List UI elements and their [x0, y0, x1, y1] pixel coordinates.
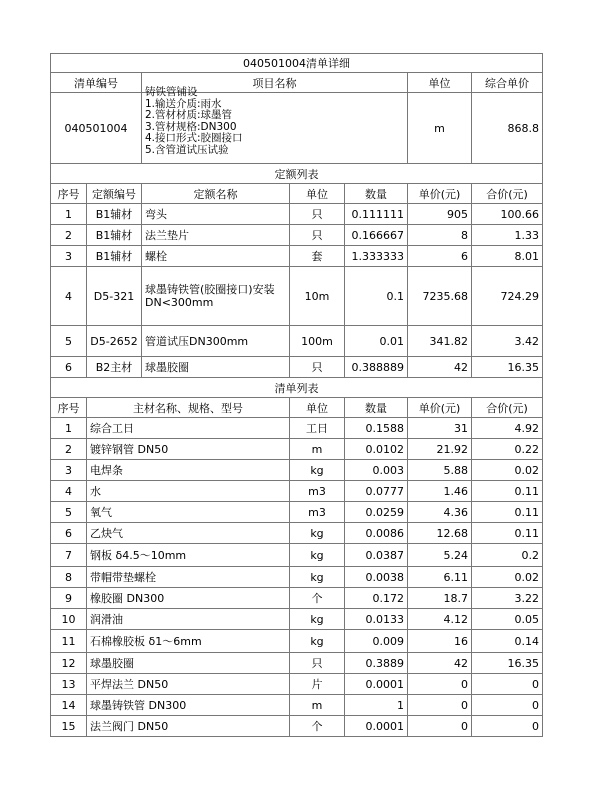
materials-no: 6 [51, 523, 87, 544]
materials-name: 球墨胶圈 [87, 653, 290, 674]
col-header-price: 综合单价 [472, 73, 543, 93]
materials-unit: 工日 [290, 418, 345, 439]
materials-qty: 0.1588 [345, 418, 408, 439]
materials-unit: m3 [290, 502, 345, 523]
quota-name-line: 螺栓 [145, 249, 167, 263]
materials-no: 9 [51, 588, 87, 609]
materials-qty: 0.0133 [345, 609, 408, 630]
quota-row [51, 267, 543, 326]
materials-name: 钢板 δ4.5～10mm [87, 544, 290, 567]
materials-row [51, 439, 543, 460]
materials-total: 0.11 [472, 502, 543, 523]
quota-no: 1 [51, 204, 87, 225]
quota-name [142, 357, 290, 378]
materials-unit: kg [290, 609, 345, 630]
materials-name: 综合工日 [87, 418, 290, 439]
quota-total: 724.29 [472, 267, 543, 326]
materials-price: 1.46 [408, 481, 472, 502]
quota-name [142, 326, 290, 357]
materials-total: 0.02 [472, 460, 543, 481]
quota-code: D5-321 [87, 267, 142, 326]
materials-unit: m [290, 695, 345, 716]
materials-row [51, 609, 543, 630]
materials-name: 氧气 [87, 502, 290, 523]
col-header-unit: 单位 [408, 73, 472, 93]
detail-table [50, 53, 543, 737]
materials-name: 球墨铸铁管 DN300 [87, 695, 290, 716]
materials-name: 润滑油 [87, 609, 290, 630]
item-code: 040501004 [51, 93, 142, 164]
materials-qty: 0.0086 [345, 523, 408, 544]
quota-total: 100.66 [472, 204, 543, 225]
materials-col-header: 合价(元) [472, 398, 543, 418]
materials-section-title: 清单列表 [51, 378, 543, 398]
materials-price: 42 [408, 653, 472, 674]
materials-name: 平焊法兰 DN50 [87, 674, 290, 695]
materials-no: 10 [51, 609, 87, 630]
quota-price: 42 [408, 357, 472, 378]
materials-row [51, 502, 543, 523]
materials-col-header: 数量 [345, 398, 408, 418]
quota-col-header: 定额编号 [87, 184, 142, 204]
materials-no: 8 [51, 567, 87, 588]
item-description-line: 2.管材材质:球墨管 [145, 109, 233, 121]
materials-name: 带帽带垫螺栓 [87, 567, 290, 588]
materials-total: 3.22 [472, 588, 543, 609]
item-unit: m [408, 93, 472, 164]
quota-no: 4 [51, 267, 87, 326]
quota-row [51, 204, 543, 225]
materials-price: 5.88 [408, 460, 472, 481]
materials-no: 3 [51, 460, 87, 481]
item-description-line: 铸铁管铺设 [145, 86, 198, 98]
materials-name: 水 [87, 481, 290, 502]
quota-qty: 0.111111 [345, 204, 408, 225]
item-price: 868.8 [472, 93, 543, 164]
materials-name: 乙炔气 [87, 523, 290, 544]
materials-row [51, 481, 543, 502]
materials-unit: 只 [290, 653, 345, 674]
materials-no: 5 [51, 502, 87, 523]
materials-price: 4.12 [408, 609, 472, 630]
quota-qty: 0.388889 [345, 357, 408, 378]
quota-code: B1辅材 [87, 246, 142, 267]
quota-row [51, 246, 543, 267]
materials-unit: 个 [290, 716, 345, 737]
quota-row [51, 225, 543, 246]
quota-price: 7235.68 [408, 267, 472, 326]
item-description [142, 86, 408, 164]
materials-price: 12.68 [408, 523, 472, 544]
quota-total: 3.42 [472, 326, 543, 357]
quota-name-line: 管道试压DN300mm [145, 334, 249, 348]
materials-qty: 0.0001 [345, 674, 408, 695]
quota-name-line: 弯头 [145, 207, 167, 221]
quota-unit: 套 [290, 246, 345, 267]
quota-qty: 0.166667 [345, 225, 408, 246]
materials-row [51, 630, 543, 653]
quota-unit: 只 [290, 204, 345, 225]
materials-unit: m [290, 439, 345, 460]
materials-no: 7 [51, 544, 87, 567]
quota-total: 8.01 [472, 246, 543, 267]
materials-price: 18.7 [408, 588, 472, 609]
materials-price: 31 [408, 418, 472, 439]
quota-name-line: 法兰垫片 [145, 228, 189, 242]
quota-qty: 0.1 [345, 267, 408, 326]
materials-no: 2 [51, 439, 87, 460]
materials-row [51, 653, 543, 674]
materials-unit: kg [290, 630, 345, 653]
quota-total: 16.35 [472, 357, 543, 378]
sheet-title: 040501004清单详细 [51, 54, 543, 73]
materials-qty: 0.0387 [345, 544, 408, 567]
materials-price: 0 [408, 716, 472, 737]
materials-total: 4.92 [472, 418, 543, 439]
quota-unit: 100m [290, 326, 345, 357]
quota-name [142, 204, 290, 225]
quota-qty: 0.01 [345, 326, 408, 357]
item-description-line: 3.管材规格:DN300 [145, 120, 237, 133]
quota-code: B1辅材 [87, 225, 142, 246]
materials-total: 0.22 [472, 439, 543, 460]
materials-name: 橡胶圈 DN300 [87, 588, 290, 609]
materials-row [51, 695, 543, 716]
materials-qty: 0.0038 [345, 567, 408, 588]
materials-total: 16.35 [472, 653, 543, 674]
materials-unit: kg [290, 460, 345, 481]
materials-no: 14 [51, 695, 87, 716]
materials-row [51, 460, 543, 481]
quota-name [142, 246, 290, 267]
quota-col-header: 数量 [345, 184, 408, 204]
materials-unit: m3 [290, 481, 345, 502]
materials-name: 镀锌钢管 DN50 [87, 439, 290, 460]
quota-col-header: 单位 [290, 184, 345, 204]
quota-col-header: 序号 [51, 184, 87, 204]
quota-price: 341.82 [408, 326, 472, 357]
quota-col-header: 合价(元) [472, 184, 543, 204]
materials-price: 0 [408, 695, 472, 716]
quota-header-row [51, 184, 543, 204]
materials-no: 4 [51, 481, 87, 502]
materials-total: 0 [472, 695, 543, 716]
quota-section-title: 定额列表 [51, 164, 543, 184]
materials-qty: 0.3889 [345, 653, 408, 674]
quota-qty: 1.333333 [345, 246, 408, 267]
quota-name [142, 225, 290, 246]
quota-price: 905 [408, 204, 472, 225]
quota-name-line: 球墨胶圈 [145, 360, 189, 374]
materials-row [51, 523, 543, 544]
quota-code: B1辅材 [87, 204, 142, 225]
materials-qty: 0.009 [345, 630, 408, 653]
materials-price: 6.11 [408, 567, 472, 588]
item-description-line: 4.接口形式:胶圈接口 [145, 132, 243, 144]
materials-qty: 0.0259 [345, 502, 408, 523]
materials-total: 0.02 [472, 567, 543, 588]
quota-no: 3 [51, 246, 87, 267]
materials-total: 0.11 [472, 481, 543, 502]
materials-col-header: 序号 [51, 398, 87, 418]
item-description-line: 5.含管道试压试验 [145, 143, 229, 156]
materials-row [51, 588, 543, 609]
quota-code: D5-2652 [87, 326, 142, 357]
materials-qty: 0.003 [345, 460, 408, 481]
quota-unit: 只 [290, 225, 345, 246]
materials-row [51, 567, 543, 588]
detail-sheet [50, 53, 542, 737]
materials-qty: 1 [345, 695, 408, 716]
quota-no: 5 [51, 326, 87, 357]
item-description-line: 1.输送介质:雨水 [145, 97, 222, 110]
materials-header-row [51, 398, 543, 418]
materials-row [51, 674, 543, 695]
materials-price: 0 [408, 674, 472, 695]
materials-total: 0.05 [472, 609, 543, 630]
materials-no: 1 [51, 418, 87, 439]
quota-col-header: 定额名称 [142, 184, 290, 204]
quota-total: 1.33 [472, 225, 543, 246]
materials-row [51, 544, 543, 567]
materials-price: 16 [408, 630, 472, 653]
col-header-code: 清单编号 [51, 73, 142, 93]
materials-name: 电焊条 [87, 460, 290, 481]
col-header-name: 项目名称 [142, 73, 408, 93]
materials-total: 0.2 [472, 544, 543, 567]
materials-total: 0 [472, 716, 543, 737]
quota-row [51, 326, 543, 357]
materials-unit: kg [290, 567, 345, 588]
materials-col-header: 主材名称、规格、型号 [87, 398, 290, 418]
materials-col-header: 单价(元) [408, 398, 472, 418]
materials-total: 0.11 [472, 523, 543, 544]
quota-price: 8 [408, 225, 472, 246]
materials-no: 12 [51, 653, 87, 674]
materials-qty: 0.172 [345, 588, 408, 609]
materials-total: 0.14 [472, 630, 543, 653]
materials-total: 0 [472, 674, 543, 695]
materials-qty: 0.0102 [345, 439, 408, 460]
materials-unit: kg [290, 544, 345, 567]
quota-row [51, 357, 543, 378]
materials-name: 石棉橡胶板 δ1～6mm [87, 630, 290, 653]
quota-unit: 10m [290, 267, 345, 326]
materials-qty: 0.0777 [345, 481, 408, 502]
materials-unit: 个 [290, 588, 345, 609]
quota-no: 6 [51, 357, 87, 378]
materials-row [51, 716, 543, 737]
materials-no: 11 [51, 630, 87, 653]
quota-code: B2主材 [87, 357, 142, 378]
quota-name [142, 267, 290, 326]
materials-price: 4.36 [408, 502, 472, 523]
materials-qty: 0.0001 [345, 716, 408, 737]
materials-col-header: 单位 [290, 398, 345, 418]
materials-unit: kg [290, 523, 345, 544]
materials-row [51, 418, 543, 439]
materials-no: 13 [51, 674, 87, 695]
materials-price: 5.24 [408, 544, 472, 567]
quota-col-header: 单价(元) [408, 184, 472, 204]
quota-price: 6 [408, 246, 472, 267]
quota-name-line: DN<300mm [145, 296, 214, 309]
quota-name-line: 球墨铸铁管(胶圈接口)安装 [145, 283, 275, 296]
quota-unit: 只 [290, 357, 345, 378]
materials-unit: 片 [290, 674, 345, 695]
materials-price: 21.92 [408, 439, 472, 460]
materials-name: 法兰阀门 DN50 [87, 716, 290, 737]
materials-no: 15 [51, 716, 87, 737]
quota-no: 2 [51, 225, 87, 246]
